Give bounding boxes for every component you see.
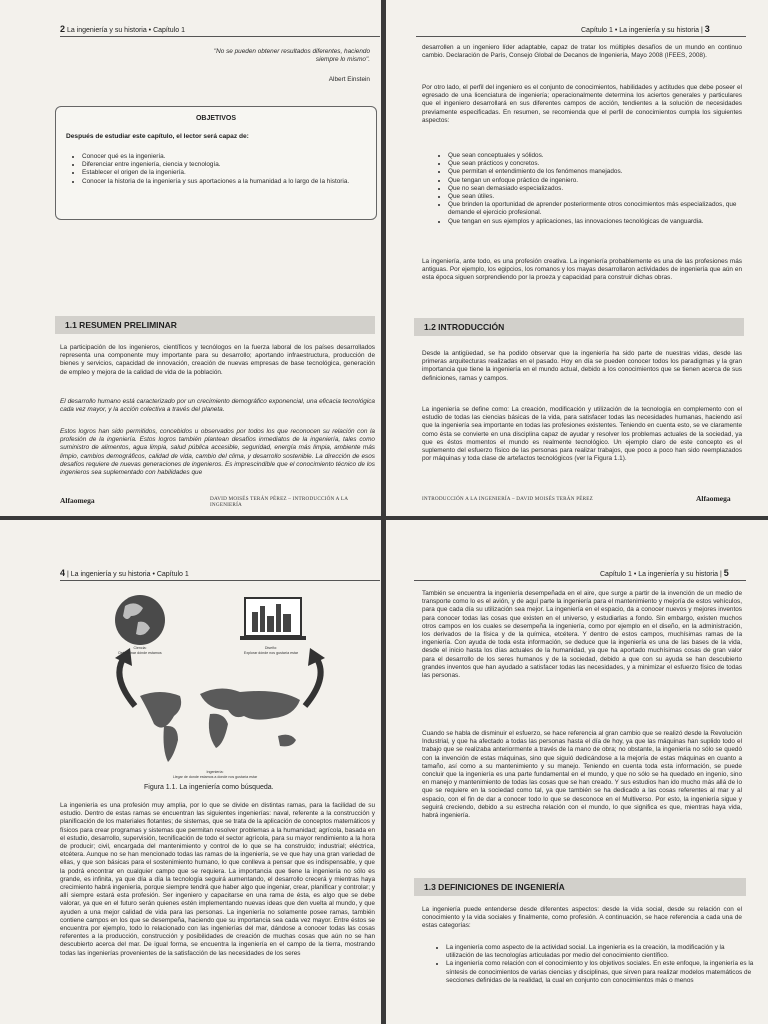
running-title: Capítulo 1 • La ingeniería y su historia — [600, 571, 719, 578]
paragraph: La ingeniería es una profesión muy amplia, por lo que se divide en distintas ramas, para la facilidad de su estudio. Dentro de estas ramas se encuentran las siguientes ingenierías: naval, referente a la construcción y planificación de los materiales flotantes; de sistemas, que se trata de la aplicación de conceptos matemáticos y físicos para crear programas y sistemas que permitan resolver problemas a la humanidad; agrícola, basada en el estudio, desarrollo, supervisión, tecnificación de todo el sector agrícola, para su mayor rendimiento a la hora de producir; civil, encargada del mantenimiento y control de lo que se ha construido; industrial; eléctrica, etcétera. Aunque no se han mencionado todas las ramas de la ingeniería, se ve que hay una gran variedad de ellas, y que son básicas para el sostenimiento humano, lo que conlleva a pensar que es indispensable, y que la podrá encontrar en cualquier campo que se requiera. La importancia que tiene la ingeniería no sólo es grande, es infinita, ya que día a día la tecnología seguirá aumentando, el desarrollo crecerá y mientras haya crecimiento habrá ingeniería, porque siempre tendrá que haber algo que ingeniar, crear, planificar y controlar; y allí siempre estará esta profesión. Ser ingeniero y capacitarse en una rama de ésta, es algo que se debe valorar, ya que en el futuro serán quienes estén implementando nuevas ideas que den vuelta al mundo, y que ayuden a una mejor calidad de vida para las personas. La ingeniería no solamente posee ramas, también contiene campos en los que se desempeña, haciendo que su importancia sea cada vez mayor. Entre éstos se encuentra por ejemplo, todo lo relacionado con las ingenierías del mar, dándose a conocer todas las cosas referentes a la producción, construcción y posibilidades de creación de muchas cosas que aún no se han descubierto acerca del mar. De igual forma, se encuentra la ingeniería en el campo de la tierra, mostrando todas las ingenierías provenientes de la satisfacción de las necesidades de los seres — [60, 802, 375, 957]
running-title: La ingeniería y su historia • Capítulo 1 — [66, 27, 185, 34]
paragraph: Desde la antigüedad, se ha podido observar que la ingeniería ha sido parte de nuestras vidas, desde las primeras arquitecturas realizadas en el pasado. Hoy en día se pueden conocer todos los paradigmas y la gran importancia que tiene la ingeniería en el mundo actual, debido a los conocimientos que se tienen acerca de sus definiciones, ramas y campos. — [422, 350, 742, 382]
running-title: La ingeniería y su historia • Capítulo 1 — [70, 571, 189, 578]
paragraph: La ingeniería puede entenderse desde diferentes aspectos: desde la vida social, desde su relación con el conocimiento y la vida sociales y finalmente, como profesión. A continuación, se hace referencia a cada una de estas categorías: — [422, 906, 742, 930]
header-rule — [60, 580, 380, 581]
section-heading: 1.3 DEFINICIONES DE INGENIERÍA — [414, 878, 746, 896]
section-heading: 1.1 RESUMEN PRELIMINAR — [55, 316, 375, 334]
objectives-list — [70, 153, 372, 186]
paragraph: También se encuentra la ingeniería desempeñada en el aire, que surge a partir de la invención de un medio de transporte como lo es el avión, y de aquí parte la ingeniería para el mantenimiento y mejoría de estos vehículos, para que cada día su utilización sea mejor. La ingeniería en el espacio, da a conocer nuevos y mejores inventos para conocer todas las cosas que existen en el universo, y estudiarlas a fondo. Sin embargo, existen muchos otros campos en los cuales se desempeña la ingeniería, como por ejemplo en el diseño, en la administración, los derivados de la física y de la química, etcétera. Y dentro de estos campos, muchísimas ramas de la ingeniería. Con ayuda de toda esta información, se deduce que la ingeniería es una de las bases de la vida, desde el inicio hasta los días actuales de la humanidad, ya que ha aportado muchísimas cosas de gran valor para el desarrollo de los seres humanos y de la sociedad, debido a que con su ayuda se han descubierto grandes inventos que han ayudado a satisfacer todas las necesidades, y a minimizar el esfuerzo físico de todas las personas. — [422, 590, 742, 680]
page-header: Capítulo 1 • La ingeniería y su historia | 5 — [600, 568, 729, 578]
list-item: • Que permitan el entendimiento de los fenómenos manejados. — [448, 168, 750, 176]
page-4 — [0, 520, 381, 1024]
epigraph-author: Albert Einstein — [328, 76, 370, 83]
paragraph: Por otro lado, el perfil del ingeniero es el conjunto de conocimientos, habilidades y actitudes que debe poseer el egresado de una licenciatura de ingeniería; operacionalmente determina los aciertos generales y particulares que el ingeniero desarrollará en sus diferentes campos de acción, tendientes a la solución de necesidades previamente especificadas. En resumen, se recomienda que el perfil de conocimientos cumpla los siguientes aspectos: — [422, 84, 742, 124]
header-rule — [60, 36, 380, 37]
list-item: • La ingeniería como relación con el conocimiento y los objetivos sociales. En este enfoque, la ingeniería es la síntesis de conocimientos de varias ciencias y disciplinas, que sirven para realizar modelos matemáticos de secciones definidas de la realidad, la cual en conjunto con conocimientos más o menos — [446, 960, 754, 985]
running-title: Capítulo 1 • La ingeniería y su historia — [581, 27, 700, 34]
paragraph: El desarrollo humano está caracterizado por un crecimiento demográfico exponencial, una eficacia tecnológica cada vez mayor, y la acción colectiva a través del planeta. — [60, 398, 375, 414]
world-map-icon — [140, 688, 300, 762]
page-5 — [386, 520, 768, 1024]
list-item: • Que no sean demasiado especializados. — [448, 185, 750, 193]
paragraph: La ingeniería, ante todo, es una profesión creativa. La ingeniería probablemente es una de las profesiones más antiguas. Por ejemplo, los egipcios, los romanos y los mayas desarrollaron actividades de ingeniería que aún en esta época siguen sorprendiendo por la proeza y capacidad para construir dichas obras. — [422, 258, 742, 282]
paragraph: desarrollen a un ingeniero líder adaptable, capaz de tratar los múltiples desafíos de un mundo en continuo cambio. Declaración de París, Consejo Global de Decanos de Ingeniería, Mayo 2008 (IFEES, 2008). — [422, 44, 742, 60]
list-item: • Que sean útiles. — [448, 193, 750, 201]
page-2 — [0, 0, 381, 516]
page-header: Capítulo 1 • La ingeniería y su historia | 3 — [581, 24, 710, 34]
objective-item: • Conocer la historia de la ingeniería y sus aportaciones a la humanidad a lo largo de la historia. — [82, 178, 372, 186]
list-item: • Que brinden la oportunidad de aprender posteriormente otros conocimientos más especializados, que demande el ejercicio profesional. — [448, 201, 750, 217]
list-item: • Que tengan un enfoque práctico de ingeniero. — [448, 177, 750, 185]
objective-item: • Conocer qué es la ingeniería. — [82, 153, 372, 161]
paragraph: Estos logros han sido permitidos, concebidos u observados por todos los que reconocen su relación con la profesión de la ingeniería. Estos logros también plantean desafíos inmediatos de la ingeniería, tales como suministro de alimentos, agua limpia, salud pública accesible, seguridad, energía más limpia, ambiente más limpio, cambios demográficos, calidad de vida, cambio del clima, y desarrollo sostenible. La dirección de esos desafíos requiere de nuevas generaciones de ingenieros. Es imprescindible que el conocimiento técnico de los ingenieros sea suplementado con habilidades que — [60, 428, 375, 477]
objectives-box — [55, 106, 377, 220]
page-footer: DAVID MOISÉS TERÁN PÉREZ – INTRODUCCIÓN A LA INGENIERÍA — [210, 496, 348, 508]
paragraph: La ingeniería se define como: La creación, modificación y utilización de la tecnología en complemento con el estudio de todas las ciencias básicas de la vida, para satisfacer todas las necesidades humanas, haciendo así que la ingeniería sea importante en todas las profesiones existentes. Teniendo en cuenta esto, se ve claramente como ésta se convierte en una disciplina capaz de ayudar y resolver los problemas actuales de la sociedad, ya que es éstos momentos el mundo es realmente tecnológico. Un ejemplo claro de este concepto es el suplemento del esfuerzo físico de las personas para realizar trabajos, que poco a poco han sido reemplazados por máquinas y toda clase de artefactos tecnológicos (ver la Figura 1.1). — [422, 406, 742, 463]
list-item: • Que tengan en sus ejemplos y aplicaciones, las innovaciones tecnológicas de vanguardia. — [448, 218, 750, 226]
figure-label-science: Ciencia: Determinar dónde estamos — [118, 646, 162, 655]
objectives-title: OBJETIVOS — [195, 115, 237, 122]
bullet-list — [436, 152, 750, 226]
header-rule — [416, 36, 746, 37]
figure-engineering-search — [90, 586, 350, 782]
page-number: 5 — [723, 568, 729, 578]
page-3 — [386, 0, 768, 516]
epigraph-quote: "No se pueden obtener resultados diferentes, haciendo siempre lo mismo". — [213, 48, 370, 64]
figure-label-engineering: Ingeniería: Llegar de donde estamos a donde nos gustaría estar — [172, 770, 258, 779]
section-heading: 1.2 INTRODUCCIÓN — [414, 318, 744, 336]
figure-label-design: Diseño: Explorar dónde nos gustaría estar — [243, 646, 299, 655]
publisher-brand: Alfaomega — [696, 494, 731, 503]
list-item: • Que sean conceptuales y sólidos. — [448, 152, 750, 160]
globe-icon — [115, 595, 165, 645]
paragraph: La participación de los ingenieros, científicos y tecnólogos en la fuerza laboral de los países desarrollados representa una componente muy importante para su desarrollo; aportando infraestructura, producción de bienes y servicios, capacidad de innovación, creación de nuevas empresas de base tecnológica, generación de empleo y mejora de la calidad de vida de la población. — [60, 344, 375, 376]
list-item: • La ingeniería como aspecto de la actividad social. La ingeniería es la creación, la modificación y la utilización de las tecnologías articuladas por medio del conocimiento científico. — [446, 944, 754, 960]
page-header: 4 | La ingeniería y su historia • Capítulo 1 — [60, 568, 189, 578]
list-item: • Que sean prácticos y concretos. — [448, 160, 750, 168]
city-skyline-icon — [240, 598, 306, 640]
page-number: 2 — [60, 24, 66, 34]
objectives-intro: Después de estudiar este capítulo, el lector será capaz de: — [66, 133, 249, 140]
page-footer: INTRODUCCIÓN A LA INGENIERÍA – DAVID MOISÉS TERÁN PÉREZ — [422, 496, 594, 502]
page-header — [60, 24, 185, 34]
publisher-brand: Alfaomega — [60, 496, 95, 505]
page-number: 4 — [60, 568, 66, 578]
figure-caption: Figura 1.1. La ingeniería como búsqueda. — [144, 784, 274, 791]
paragraph: Cuando se habla de disminuir el esfuerzo, se hace referencia al gran cambio que se realizó desde la Revolución Industrial, y que ha afectado a todas las personas hasta el día de hoy, ya que las máquinas han suplido todo el trabajo que se realizaba anteriormente a través de la mano de obra; no obstante, la ingeniería no sólo se quedó con la invención de estas máquinas, sino que siguió dedicándose a la mejoría de estas máquinas en cuanto a tamaño, así como a su mantenimiento y su manejo. Teniendo en cuenta toda esta información, se puede concluir que la ingeniería es una parte fundamental en el mundo, y que no sólo se ha quedado en ingenio, sino en manejo y mantenimiento de todas las cosas que se han creado. Y sus estudios han ido mucho más allá de lo que se requiere en la sociedad como tal, ya que también se ha dedicado a las cosas referentes al mar y al espacio, con el fin de dar a conocer todo lo que se desconoce en el Multiverso. Por esto, la ingeniería sigue y seguirá creciendo, debido a su estrecha relación con el mundo, lo que significa es que, mientras haya vida, habrá ingeniería. — [422, 730, 742, 820]
header-rule — [414, 580, 746, 581]
objective-item: • Establecer el origen de la ingeniería. — [82, 169, 372, 177]
page-number: 3 — [704, 24, 710, 34]
objective-item: • Diferenciar entre ingeniería, ciencia y tecnología. — [82, 161, 372, 169]
bullet-list — [434, 944, 754, 985]
